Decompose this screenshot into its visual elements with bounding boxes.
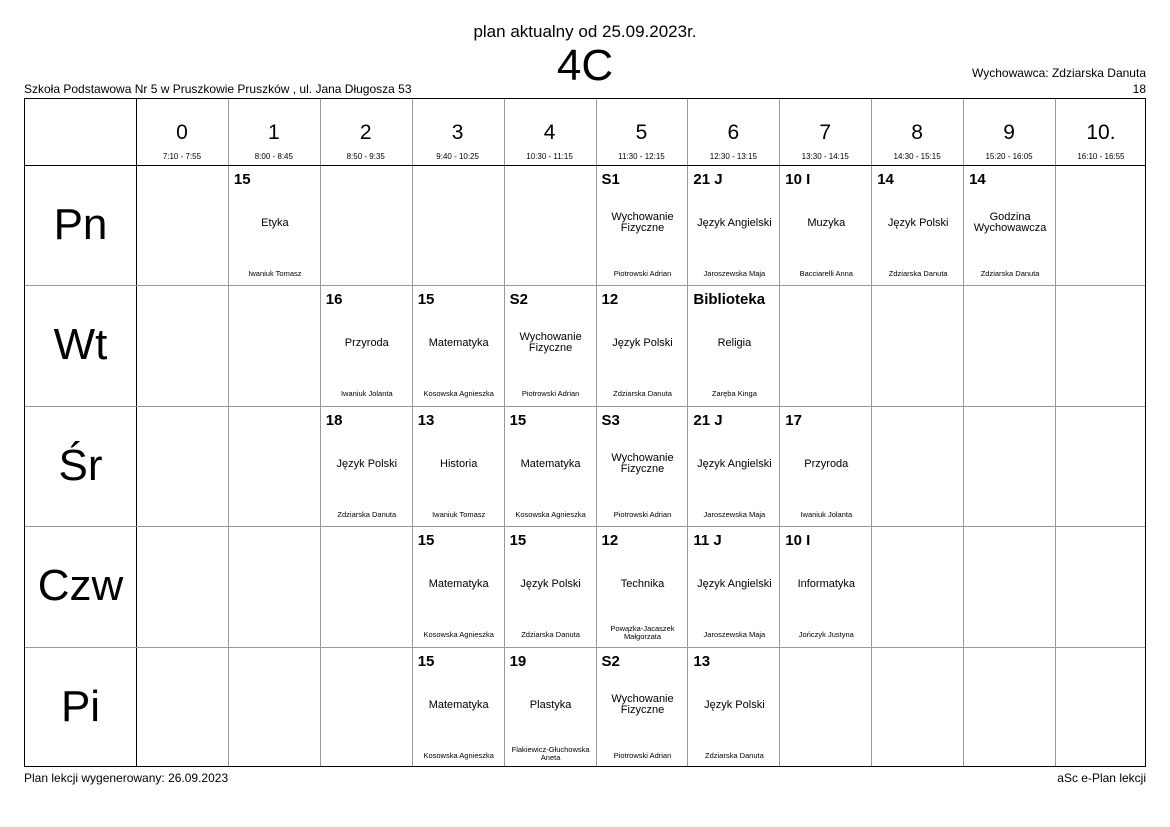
lesson-cell[interactable] <box>780 527 872 647</box>
timetable-grid <box>24 98 1146 767</box>
lesson-teacher: Powązka-Jacaszek Małgorzata <box>610 624 675 642</box>
period-number: 1 <box>267 121 280 144</box>
period-number: 3 <box>451 121 464 144</box>
lesson-teacher: Iwaniuk Tomasz <box>432 509 486 519</box>
period-header <box>412 99 504 165</box>
day-name: Śr <box>58 440 103 490</box>
header-number: 18 <box>1132 82 1146 96</box>
lesson-teacher: Zdziarska Danuta <box>705 750 764 760</box>
period-number: 9 <box>1003 121 1015 144</box>
lesson-subject: Religia <box>717 337 752 350</box>
lesson-room: 15 <box>509 411 527 429</box>
lesson-subject: Godzina Wychowawcza <box>973 211 1047 234</box>
lesson-subject: Etyka <box>261 217 289 229</box>
period-number: 7 <box>819 121 832 144</box>
lesson-room: 18 <box>325 411 343 429</box>
period-header <box>136 99 228 165</box>
lesson-room: 16 <box>325 291 343 309</box>
lesson-subject: Historia <box>440 457 478 470</box>
lesson-subject: Matematyka <box>428 698 489 711</box>
lesson-subject: Wychowanie Fizyczne <box>519 331 582 355</box>
lesson-room: 21 J <box>693 411 723 429</box>
period-header <box>596 99 688 165</box>
lesson-room: S2 <box>509 291 528 309</box>
lesson-subject: Wychowanie Fizyczne <box>611 692 674 716</box>
lesson-cell[interactable] <box>688 648 780 768</box>
period-header <box>963 99 1055 165</box>
lesson-room: 11 J <box>693 532 722 550</box>
period-number: 10. <box>1086 121 1116 144</box>
lesson-cell[interactable] <box>597 648 689 768</box>
period-time: 14:30 - 15:15 <box>893 152 941 161</box>
period-time: 10:30 - 11:15 <box>526 152 573 161</box>
lesson-room: 12 <box>601 532 619 550</box>
period-time: 8:00 - 8:45 <box>254 152 293 161</box>
lesson-subject: Matematyka <box>428 578 489 591</box>
lesson-cell[interactable] <box>413 286 505 406</box>
lesson-subject: Język Polski <box>612 337 673 350</box>
lesson-subject: Język Polski <box>704 698 765 711</box>
lesson-cell[interactable] <box>688 166 780 286</box>
period-number: 4 <box>543 121 556 144</box>
period-header <box>228 99 320 165</box>
class-name: 4C <box>556 41 614 90</box>
day-name: Pi <box>60 681 101 731</box>
period-time: 16:10 - 16:55 <box>1077 152 1125 161</box>
lesson-teacher: Kosowska Agnieszka <box>423 750 494 760</box>
period-number: 0 <box>176 121 188 144</box>
lesson-subject: Muzyka <box>807 217 846 229</box>
period-header <box>320 99 412 165</box>
lesson-teacher: Bacciarelli Anna <box>799 269 853 278</box>
lesson-teacher: Iwaniuk Jolanta <box>800 509 853 519</box>
grid-vline <box>136 99 137 766</box>
lesson-room: 15 <box>509 532 527 550</box>
lesson-teacher: Iwaniuk Tomasz <box>248 269 302 278</box>
lesson-subject: Język Angielski <box>697 217 772 229</box>
period-number: 2 <box>359 121 372 144</box>
lesson-cell[interactable] <box>688 527 780 647</box>
lesson-teacher: Jaroszewska Maja <box>703 509 766 519</box>
period-header <box>779 99 871 165</box>
lesson-subject: Wychowanie Fizyczne <box>611 451 674 475</box>
form-teacher: Wychowawca: Zdziarska Danuta <box>972 66 1146 80</box>
lesson-teacher: Zdziarska Danuta <box>337 509 397 519</box>
period-time: 13:30 - 14:15 <box>801 152 849 161</box>
lesson-cell[interactable] <box>780 407 872 527</box>
lesson-room: 10 I <box>785 171 811 188</box>
lesson-room: S2 <box>601 652 620 670</box>
lesson-teacher: Zdziarska Danuta <box>521 630 580 640</box>
day-name: Wt <box>53 320 108 370</box>
period-header <box>504 99 596 165</box>
day-name: Pn <box>53 200 108 249</box>
lesson-cell[interactable] <box>597 407 689 527</box>
lesson-room: 10 I <box>785 532 811 550</box>
lesson-room: 17 <box>785 411 802 429</box>
lesson-room: 15 <box>417 652 435 670</box>
lesson-cell[interactable] <box>413 648 505 768</box>
lesson-cell[interactable] <box>780 166 872 286</box>
lesson-room: 15 <box>417 291 435 309</box>
period-time: 9:40 - 10:25 <box>436 152 479 161</box>
lesson-subject: Informatyka <box>797 578 856 591</box>
lesson-teacher: Kosowska Agnieszka <box>423 630 494 640</box>
lesson-teacher: Zdziarska Danuta <box>980 269 1040 278</box>
lesson-subject: Plastyka <box>529 698 572 711</box>
lesson-cell[interactable] <box>505 407 597 527</box>
lesson-subject: Język Polski <box>887 217 949 229</box>
lesson-teacher: Piotrowski Adrian <box>613 509 672 519</box>
lesson-teacher: Piotrowski Adrian <box>613 750 672 760</box>
lesson-teacher: Zdziarska Danuta <box>613 389 672 399</box>
lesson-room: S3 <box>601 411 620 429</box>
lesson-subject: Przyroda <box>344 337 389 350</box>
timetable-subtitle: plan aktualny od 25.09.2023r. <box>473 22 697 41</box>
lesson-room: S1 <box>601 171 620 188</box>
lesson-cell[interactable] <box>413 407 505 527</box>
period-number: 6 <box>727 121 740 144</box>
lesson-subject: Matematyka <box>428 337 489 350</box>
period-time: 11:30 - 12:15 <box>618 152 665 161</box>
lesson-teacher: Zdziarska Danuta <box>888 269 948 278</box>
lesson-room: 15 <box>417 532 435 550</box>
lesson-room: 14 <box>877 171 894 188</box>
lesson-subject: Język Angielski <box>697 578 772 591</box>
lesson-cell[interactable] <box>964 166 1056 286</box>
lesson-teacher: Piotrowski Adrian <box>521 389 580 399</box>
lesson-room: 14 <box>969 171 986 188</box>
lesson-subject: Technika <box>620 578 665 591</box>
school-name: Szkoła Podstawowa Nr 5 w Pruszkowie Pruszków , ul. Jana Długosza 53 <box>24 82 412 96</box>
lesson-subject: Język Polski <box>520 578 581 591</box>
period-header <box>871 99 963 165</box>
lesson-subject: Przyroda <box>804 457 849 470</box>
app-credit: aSc e-Plan lekcji <box>1057 771 1146 785</box>
period-header <box>1055 99 1147 165</box>
lesson-subject: Język Angielski <box>697 457 772 470</box>
lesson-teacher: Kosowska Agnieszka <box>515 509 586 519</box>
lesson-room: 21 J <box>693 171 723 188</box>
lesson-teacher: Piotrowski Adrian <box>613 269 672 278</box>
lesson-cell[interactable] <box>597 166 689 286</box>
lesson-teacher: Kosowska Agnieszka <box>423 389 494 399</box>
lesson-room: 13 <box>417 411 435 429</box>
lesson-subject: Wychowanie Fizyczne <box>611 211 674 234</box>
lesson-room: Biblioteka <box>693 291 766 309</box>
generated-date: Plan lekcji wygenerowany: 26.09.2023 <box>24 771 229 785</box>
lesson-teacher: Flakiewicz-Głuchowska Aneta <box>511 744 590 762</box>
period-time: 12:30 - 13:15 <box>709 152 757 161</box>
period-time: 15:20 - 16:05 <box>985 152 1033 161</box>
lesson-room: 15 <box>233 171 251 188</box>
day-name: Czw <box>37 561 124 611</box>
lesson-cell[interactable] <box>229 166 321 286</box>
lesson-cell[interactable] <box>413 527 505 647</box>
lesson-cell[interactable] <box>688 286 780 406</box>
lesson-room: 12 <box>601 291 619 309</box>
lesson-teacher: Jończyk Justyna <box>798 630 854 640</box>
period-number: 8 <box>911 121 923 144</box>
period-header <box>687 99 779 165</box>
lesson-subject: Matematyka <box>520 457 581 470</box>
lesson-teacher: Jaroszewska Maja <box>703 630 766 640</box>
lesson-cell[interactable] <box>688 407 780 527</box>
period-time: 7:10 - 7:55 <box>162 152 202 161</box>
lesson-cell[interactable] <box>505 286 597 406</box>
lesson-cell[interactable] <box>505 648 597 768</box>
lesson-teacher: Iwaniuk Jolanta <box>340 389 393 399</box>
lesson-cell[interactable] <box>505 527 597 647</box>
period-number: 5 <box>635 121 648 144</box>
lesson-cell[interactable] <box>321 407 413 527</box>
lesson-teacher: Jaroszewska Maja <box>703 269 766 278</box>
lesson-room: 13 <box>693 652 711 670</box>
period-time: 8:50 - 9:35 <box>346 152 385 161</box>
lesson-cell[interactable] <box>872 166 964 286</box>
lesson-cell[interactable] <box>321 286 413 406</box>
lesson-cell[interactable] <box>597 527 689 647</box>
lesson-cell[interactable] <box>597 286 689 406</box>
lesson-subject: Język Polski <box>336 457 398 470</box>
lesson-room: 19 <box>509 652 527 670</box>
lesson-teacher: Zaręba Kinga <box>711 389 757 399</box>
